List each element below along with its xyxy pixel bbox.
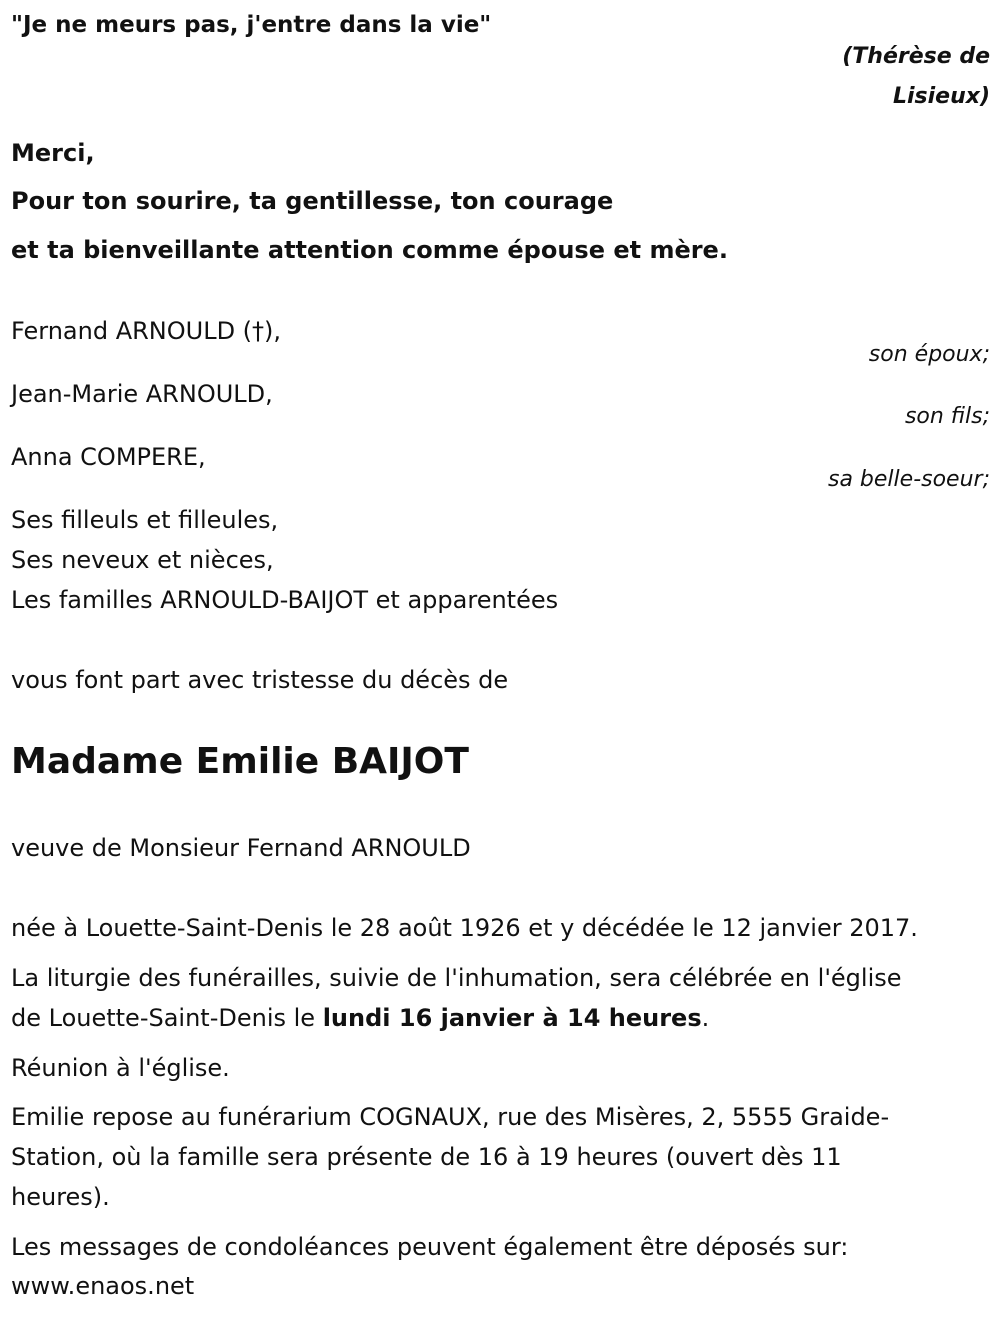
quote-text: "Je ne meurs pas, j'entre dans la vie" [11,12,492,38]
thanks-line-1: Merci, [11,139,95,167]
funeral-date-time: lundi 16 janvier à 14 heures [322,1004,702,1032]
funerarium-line-3: heures). [11,1183,110,1211]
family-role-son: son fils; [904,404,990,429]
reunion-text: Réunion à l'église. [11,1054,230,1082]
family-name-sister-in-law: Anna COMPERE, [11,443,206,471]
widow-of: veuve de Monsieur Fernand ARNOULD [11,834,471,862]
funerarium-line-2: Station, où la famille sera présente de 16 à 19 heures (ouvert dès 11 [11,1143,842,1171]
funeral-line-2-suffix: . [701,1004,710,1032]
others-godchildren: Ses filleuls et filleules, [11,506,279,534]
deceased-name: Madame Emilie BAIJOT [11,741,469,782]
funeral-line-1: La liturgie des funérailles, suivie de l'inhumation, sera célébrée en l'église [11,964,902,992]
funeral-line-2 [11,1003,709,1033]
thanks-line-2: Pour ton sourire, ta gentillesse, ton courage [11,187,614,215]
quote-author-line1: (Thérèse de [842,44,990,69]
family-name-son: Jean-Marie ARNOULD, [11,380,273,408]
others-nephews: Ses neveux et nièces, [11,546,274,574]
condolences-line-1: Les messages de condoléances peuvent également être déposés sur: [11,1233,849,1261]
quote-author-line2: Lisieux) [892,84,990,109]
funeral-line-2-prefix: de Louette-Saint-Denis le [11,1004,323,1032]
family-role-spouse: son époux; [868,342,990,367]
family-name-spouse: Fernand ARNOULD (†), [11,317,282,345]
condolences-website: www.enaos.net [11,1272,195,1300]
announcement-text: vous font part avec tristesse du décès de [11,666,509,694]
family-role-sister-in-law: sa belle-soeur; [828,467,990,492]
funerarium-line-1: Emilie repose au funérarium COGNAUX, rue des Misères, 2, 5555 Graide- [11,1103,890,1131]
others-families: Les familles ARNOULD-BAIJOT et apparentées [11,586,559,614]
thanks-line-3: et ta bienveillante attention comme épouse et mère. [11,236,728,264]
birth-death-info: née à Louette-Saint-Denis le 28 août 1926 et y décédée le 12 janvier 2017. [11,914,918,942]
